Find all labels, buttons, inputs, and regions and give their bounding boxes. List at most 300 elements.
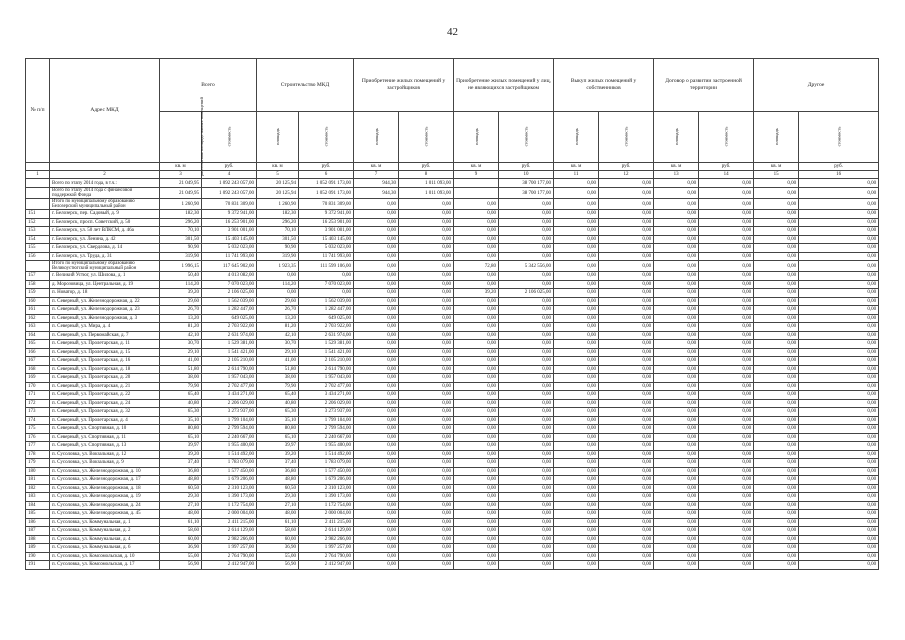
header-construction-cost: стоимость <box>299 112 354 163</box>
row-value: 0,00 <box>654 199 699 210</box>
row-value: 0,00 <box>354 244 399 253</box>
row-value: 5 032 023,00 <box>202 244 257 253</box>
row-value: 0,00 <box>554 348 599 357</box>
row-value: 4 013 082,00 <box>202 272 257 281</box>
table-row <box>26 561 879 570</box>
row-value: 0,00 <box>599 314 654 323</box>
row-address: Всего по этапу 2014 года с финансовой поддержкой Фонда <box>50 188 160 199</box>
row-value: 0,00 <box>554 280 599 289</box>
header-buyout-cost: стоимость <box>599 112 654 163</box>
row-value: 60,50 <box>160 484 202 493</box>
row-value: 0,00 <box>399 518 454 527</box>
row-number: 184 <box>26 501 50 510</box>
row-value: 1 282 447,00 <box>202 306 257 315</box>
row-value: 56,90 <box>257 561 299 570</box>
header-developers-area: площадь <box>354 112 399 163</box>
row-number: 178 <box>26 450 50 459</box>
row-value: 0,00 <box>554 544 599 553</box>
row-value: 0,00 <box>654 535 699 544</box>
row-address: Итого по муниципальному образованию Белозерский муниципальный район <box>50 199 160 210</box>
row-value: 0,00 <box>599 450 654 459</box>
row-value: 61,10 <box>160 518 202 527</box>
unit-cell: руб. <box>299 163 354 171</box>
row-value: 0,00 <box>399 331 454 340</box>
row-value: 2 631 974,00 <box>202 331 257 340</box>
row-value: 0,00 <box>654 476 699 485</box>
table-row <box>26 391 879 400</box>
header-total-cost: стоимость <box>202 112 257 163</box>
row-value: 38,00 <box>257 374 299 383</box>
row-value: 0,00 <box>799 442 879 451</box>
row-value: 1 957 043,00 <box>299 374 354 383</box>
row-value: 0,00 <box>699 323 754 332</box>
row-value: 0,00 <box>599 218 654 227</box>
row-number: 183 <box>26 493 50 502</box>
row-value: 0,00 <box>399 476 454 485</box>
subtotal-row <box>26 261 879 272</box>
row-value: 2 631 974,00 <box>299 331 354 340</box>
row-value: 0,00 <box>399 552 454 561</box>
row-value: 0,00 <box>754 314 799 323</box>
row-value: 0,00 <box>699 425 754 434</box>
row-value: 39,97 <box>160 442 202 451</box>
row-value: 65,10 <box>257 433 299 442</box>
row-value: 0,00 <box>799 527 879 536</box>
row-value: 0,00 <box>454 348 499 357</box>
row-number: 186 <box>26 518 50 527</box>
row-value: 0,00 <box>454 425 499 434</box>
row-value: 0,00 <box>554 331 599 340</box>
column-number-cell: 2 <box>50 171 160 179</box>
row-value: 0,00 <box>499 314 554 323</box>
row-value: 16 253 901,00 <box>202 218 257 227</box>
row-value: 0,00 <box>654 210 699 219</box>
row-value: 0,00 <box>754 382 799 391</box>
table-row <box>26 408 879 417</box>
row-address: п. Сусоловка, ул. Комсомольская, д. 17 <box>50 561 160 570</box>
row-value: 0,00 <box>354 261 399 272</box>
row-number: 173 <box>26 408 50 417</box>
table-row <box>26 365 879 374</box>
row-value: 39,20 <box>160 450 202 459</box>
row-value: 319,90 <box>257 252 299 261</box>
row-value: 1 172 754,00 <box>202 501 257 510</box>
row-value: 0,00 <box>354 459 399 468</box>
row-value: 0,00 <box>354 323 399 332</box>
row-value: 36,80 <box>160 467 202 476</box>
row-value: 0,00 <box>654 518 699 527</box>
row-value: 1 282 447,00 <box>299 306 354 315</box>
row-value: 0,00 <box>699 280 754 289</box>
row-value: 0,00 <box>554 467 599 476</box>
row-value: 13,20 <box>160 314 202 323</box>
column-number-cell: 8 <box>399 171 454 179</box>
row-value: 0,00 <box>654 227 699 236</box>
row-value: 0,00 <box>554 552 599 561</box>
row-value: 0,00 <box>499 272 554 281</box>
row-value: 0,00 <box>354 510 399 519</box>
row-value: 0,00 <box>399 510 454 519</box>
row-value: 0,00 <box>754 188 799 199</box>
row-value: 0,00 <box>354 331 399 340</box>
row-value: 0,00 <box>599 527 654 536</box>
row-value: 0,00 <box>754 433 799 442</box>
row-value: 0,00 <box>599 391 654 400</box>
row-value: 0,00 <box>799 408 879 417</box>
row-value: 0,00 <box>654 357 699 366</box>
row-value: 0,00 <box>799 561 879 570</box>
row-value: 301,50 <box>257 235 299 244</box>
row-value: 0,00 <box>654 280 699 289</box>
row-value: 2 799 594,00 <box>202 425 257 434</box>
row-value: 0,00 <box>354 433 399 442</box>
row-address: п. Северный, ул. Железнодорожная, д. 3 <box>50 314 160 323</box>
row-value <box>454 179 499 188</box>
row-value: 81,20 <box>160 323 202 332</box>
table-row <box>26 306 879 315</box>
row-value: 0,00 <box>699 399 754 408</box>
row-value: 65,40 <box>257 391 299 400</box>
unit-cell: руб. <box>699 163 754 171</box>
row-value: 3 434 271,00 <box>202 391 257 400</box>
row-value: 0,00 <box>754 467 799 476</box>
row-value: 0,00 <box>799 518 879 527</box>
row-value: 0,00 <box>799 227 879 236</box>
row-value: 0,00 <box>754 501 799 510</box>
row-value: 0,00 <box>699 188 754 199</box>
row-number: 182 <box>26 484 50 493</box>
row-value: 0,00 <box>599 297 654 306</box>
row-value: 1 390 173,00 <box>202 493 257 502</box>
row-value: 1 011 093,00 <box>399 188 454 199</box>
row-value: 0,00 <box>699 493 754 502</box>
row-value: 0,00 <box>554 425 599 434</box>
row-value: 2 206 029,00 <box>299 399 354 408</box>
row-address: Итого по муниципальному образованию Великоустюгский муниципальный район <box>50 261 160 272</box>
row-value: 0,00 <box>554 535 599 544</box>
unit-cell: кв. м <box>654 163 699 171</box>
row-address: п. Северный, ул. Пролетарская, д. 4 <box>50 416 160 425</box>
row-value: 0,00 <box>799 323 879 332</box>
row-value: 0,00 <box>699 331 754 340</box>
row-value: 0,00 <box>399 467 454 476</box>
row-value: 0,00 <box>399 306 454 315</box>
row-value: 0,00 <box>799 297 879 306</box>
row-value: 0,00 <box>454 544 499 553</box>
row-value: 0,00 <box>799 289 879 298</box>
row-value: 0,00 <box>499 340 554 349</box>
row-value: 0,00 <box>699 476 754 485</box>
row-value: 0,00 <box>799 484 879 493</box>
row-value: 0,00 <box>454 450 499 459</box>
row-value: 29,30 <box>257 493 299 502</box>
row-value: 40,80 <box>160 399 202 408</box>
row-value: 0,00 <box>699 227 754 236</box>
row-value: 0,00 <box>754 323 799 332</box>
row-value: 0,00 <box>399 399 454 408</box>
row-value: 0,00 <box>754 518 799 527</box>
row-number: 179 <box>26 459 50 468</box>
row-value: 1 260,90 <box>160 199 202 210</box>
table-row <box>26 314 879 323</box>
row-value: 0,00 <box>799 391 879 400</box>
row-value: 114,20 <box>160 280 202 289</box>
row-value: 0,00 <box>454 459 499 468</box>
row-value: 0,00 <box>554 391 599 400</box>
row-value: 0,00 <box>454 518 499 527</box>
row-value: 30,70 <box>160 340 202 349</box>
row-value: 1 955 400,00 <box>202 442 257 451</box>
row-value: 36,90 <box>160 544 202 553</box>
row-value: 0,00 <box>354 235 399 244</box>
row-value: 0,00 <box>354 272 399 281</box>
row-value: 0,00 <box>699 210 754 219</box>
row-value: 0,00 <box>499 535 554 544</box>
unit-cell: кв. м <box>160 163 202 171</box>
unit-cell: кв. м <box>454 163 499 171</box>
header-group-non-developers: Приобретение жилых помещений у лиц, не являющихся застройщиком <box>454 59 554 112</box>
row-value: 0,00 <box>699 218 754 227</box>
row-value: 2 000 004,00 <box>202 510 257 519</box>
row-value: 0,00 <box>499 374 554 383</box>
row-value: 0,00 <box>699 501 754 510</box>
table-row <box>26 218 879 227</box>
table-row <box>26 467 879 476</box>
row-value: 0,00 <box>554 179 599 188</box>
row-value: 0,00 <box>754 306 799 315</box>
row-value: 0,00 <box>754 450 799 459</box>
row-value: 1 011 093,00 <box>399 179 454 188</box>
row-value: 0,00 <box>754 252 799 261</box>
table-row <box>26 484 879 493</box>
row-value: 0,00 <box>654 382 699 391</box>
row-value: 55,00 <box>160 552 202 561</box>
row-value: 0,00 <box>654 252 699 261</box>
row-value: 29,60 <box>160 297 202 306</box>
header-other-cost: стоимость <box>799 112 879 163</box>
row-number: 151 <box>26 210 50 219</box>
unit-cell: кв. м <box>354 163 399 171</box>
row-value: 0,00 <box>454 227 499 236</box>
row-value: 0,00 <box>454 442 499 451</box>
row-value: 0,00 <box>554 382 599 391</box>
table-row <box>26 280 879 289</box>
row-value: 0,00 <box>599 425 654 434</box>
row-value: 0,00 <box>599 544 654 553</box>
row-value: 0,00 <box>354 501 399 510</box>
row-value: 0,00 <box>499 510 554 519</box>
row-value: 0,00 <box>799 365 879 374</box>
row-value: 0,00 <box>554 218 599 227</box>
row-value: 0,00 <box>399 280 454 289</box>
row-value: 0,00 <box>354 218 399 227</box>
row-value: 0,00 <box>599 188 654 199</box>
row-value: 0,00 <box>699 382 754 391</box>
unit-cell: руб. <box>799 163 879 171</box>
row-value: 0,00 <box>554 484 599 493</box>
row-value: 0,00 <box>654 399 699 408</box>
row-value: 0,00 <box>499 280 554 289</box>
row-address: г. Белозерск, ул. Свердлова, д. 14 <box>50 244 160 253</box>
row-value: 0,00 <box>399 297 454 306</box>
row-value: 0,00 <box>799 425 879 434</box>
row-value: 0,00 <box>354 416 399 425</box>
units-row <box>26 163 879 171</box>
row-value: 0,00 <box>354 348 399 357</box>
row-value: 0,00 <box>654 391 699 400</box>
row-value: 0,00 <box>699 272 754 281</box>
row-value: 0,00 <box>654 433 699 442</box>
row-value: 51,80 <box>160 365 202 374</box>
row-value: 0,00 <box>754 459 799 468</box>
row-value: 0,00 <box>399 527 454 536</box>
row-value: 0,00 <box>554 199 599 210</box>
row-value: 0,00 <box>699 199 754 210</box>
row-value: 50,40 <box>160 272 202 281</box>
row-value: 0,00 <box>754 552 799 561</box>
row-value: 0,00 <box>699 484 754 493</box>
row-value: 0,00 <box>799 476 879 485</box>
table-row <box>26 416 879 425</box>
row-value: 36,90 <box>257 544 299 553</box>
row-address: п. Северный, ул. Спортивная, д. 13 <box>50 442 160 451</box>
row-value: 2 310 123,00 <box>202 484 257 493</box>
row-value: 0,00 <box>799 188 879 199</box>
row-value: 0,00 <box>599 433 654 442</box>
row-value: 0,00 <box>354 544 399 553</box>
row-value: 0,00 <box>399 535 454 544</box>
table-row <box>26 425 879 434</box>
row-value: 111 599 106,00 <box>299 261 354 272</box>
row-number: 155 <box>26 244 50 253</box>
row-value: 2 412 947,00 <box>202 561 257 570</box>
row-value: 0,00 <box>699 510 754 519</box>
row-address: г. Белозерск, просп. Советский, д. 50 <box>50 218 160 227</box>
row-value: 0,00 <box>257 272 299 281</box>
row-value: 0,00 <box>499 348 554 357</box>
row-value: 0,00 <box>754 235 799 244</box>
row-value: 0,00 <box>754 391 799 400</box>
row-value: 0,00 <box>654 374 699 383</box>
row-value: 0,00 <box>454 552 499 561</box>
row-address: п. Сусоловка, ул. Железнодорожная, д. 10 <box>50 467 160 476</box>
row-value: 2 240 667,00 <box>299 433 354 442</box>
row-value: 0,00 <box>399 323 454 332</box>
row-value: 182,30 <box>257 210 299 219</box>
row-value: 0,00 <box>554 501 599 510</box>
row-value: 3 901 001,00 <box>299 227 354 236</box>
table-row <box>26 382 879 391</box>
row-value: 0,00 <box>654 450 699 459</box>
row-value: 0,00 <box>654 527 699 536</box>
row-value: 0,00 <box>454 467 499 476</box>
table-row <box>26 374 879 383</box>
row-address: г. Белозерск, пер. Садовый, д. 9 <box>50 210 160 219</box>
row-value: 0,00 <box>754 340 799 349</box>
row-value: 0,00 <box>699 450 754 459</box>
row-number: 157 <box>26 272 50 281</box>
row-value: 40,80 <box>257 399 299 408</box>
row-value: 0,00 <box>654 408 699 417</box>
row-value: 0,00 <box>499 442 554 451</box>
row-value: 0,00 <box>399 199 454 210</box>
row-address: п. Северный, ул. Первомайская, д. 7 <box>50 331 160 340</box>
row-value: 0,00 <box>454 340 499 349</box>
row-value: 0,00 <box>399 365 454 374</box>
row-value: 1 997 257,00 <box>299 544 354 553</box>
row-value: 0,00 <box>454 391 499 400</box>
row-value: 0,00 <box>399 459 454 468</box>
row-value: 2 702 477,00 <box>299 382 354 391</box>
row-value: 60,00 <box>257 535 299 544</box>
header-construction-area: площадь <box>257 112 299 163</box>
row-value: 51,80 <box>257 365 299 374</box>
row-value: 0,00 <box>754 399 799 408</box>
row-value: 0,00 <box>299 289 354 298</box>
header-group-development-contract: Договор о развитии застроенной территории <box>654 59 754 112</box>
row-value: 2 206 029,00 <box>202 399 257 408</box>
row-value: 0,00 <box>599 261 654 272</box>
row-number: 162 <box>26 314 50 323</box>
row-value: 0,00 <box>599 561 654 570</box>
row-value: 1 260,90 <box>257 199 299 210</box>
row-value: 0,00 <box>454 306 499 315</box>
row-address: п. Сусоловка, ул. Железнодорожная, д. 19 <box>50 493 160 502</box>
row-value: 0,00 <box>654 261 699 272</box>
row-address: п. Северный, ул. Пролетарская, д. 11 <box>50 340 160 349</box>
row-value: 2 703 922,00 <box>202 323 257 332</box>
row-value: 0,00 <box>599 510 654 519</box>
row-value: 0,00 <box>699 289 754 298</box>
row-value: 0,00 <box>499 306 554 315</box>
row-value: 1 562 039,00 <box>202 297 257 306</box>
row-value: 2 106 025,00 <box>202 289 257 298</box>
row-value: 0,00 <box>799 306 879 315</box>
row-value: 0,00 <box>754 535 799 544</box>
table-row <box>26 244 879 253</box>
row-value: 0,00 <box>499 244 554 253</box>
header-group-other: Другое <box>754 59 879 112</box>
header-development-area: площадь <box>654 112 699 163</box>
row-value: 39,20 <box>257 450 299 459</box>
row-value: 0,00 <box>454 493 499 502</box>
row-value: 0,00 <box>554 518 599 527</box>
row-value: 90,90 <box>160 244 202 253</box>
row-value: 65,40 <box>160 391 202 400</box>
row-value: 0,00 <box>454 218 499 227</box>
column-number-cell: 12 <box>599 171 654 179</box>
row-value: 0,00 <box>754 261 799 272</box>
row-value: 0,00 <box>454 416 499 425</box>
row-value: 0,00 <box>699 179 754 188</box>
row-value: 0,00 <box>599 374 654 383</box>
row-address: п. Сусоловка, ул. Вокзальная, д. 9 <box>50 459 160 468</box>
row-value: 0,00 <box>699 235 754 244</box>
row-value: 0,00 <box>754 331 799 340</box>
row-value: 70,10 <box>257 227 299 236</box>
row-value: 58,60 <box>160 527 202 536</box>
column-number-cell: 16 <box>799 171 879 179</box>
row-value: 0,00 <box>354 535 399 544</box>
row-number: 158 <box>26 280 50 289</box>
row-value: 0,00 <box>399 357 454 366</box>
row-value: 0,00 <box>699 244 754 253</box>
row-address: п. Северный, ул. Пролетарская, д. 18 <box>50 365 160 374</box>
row-value: 0,00 <box>754 218 799 227</box>
row-value: 0,00 <box>599 331 654 340</box>
row-value: 0,00 <box>354 552 399 561</box>
row-number: 190 <box>26 552 50 561</box>
